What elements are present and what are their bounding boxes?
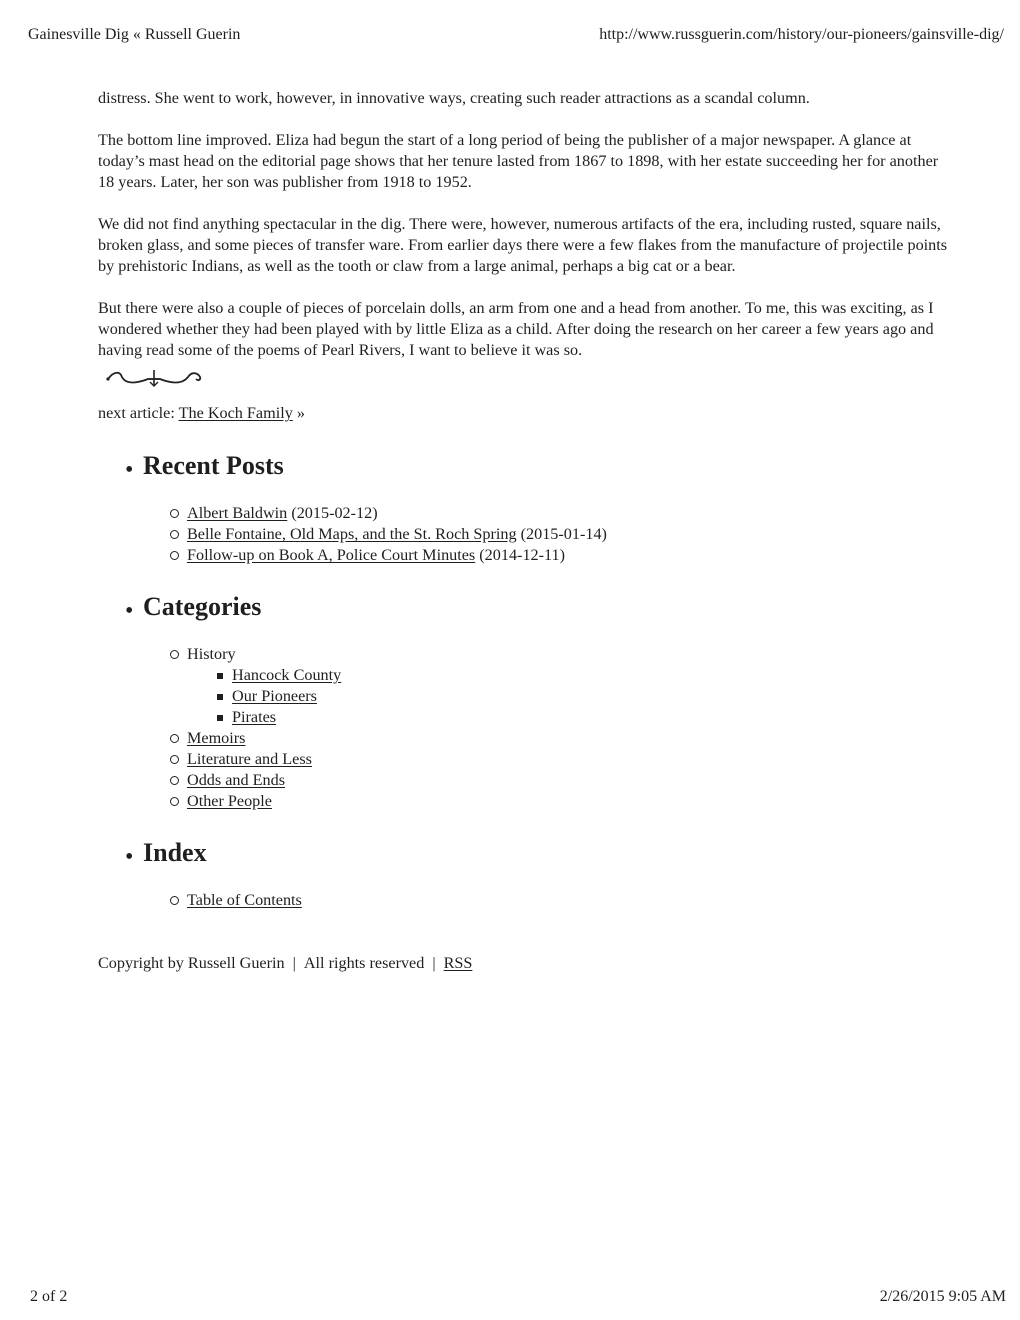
category-link[interactable]: Pirates — [232, 708, 277, 726]
recent-posts-heading: Recent Posts — [143, 451, 284, 480]
print-datetime: 2/26/2015 9:05 AM — [879, 1288, 1006, 1305]
category-link[interactable]: Memoirs — [187, 729, 246, 747]
recent-post-link[interactable]: Belle Fontaine, Old Maps, and the St. Roch Spring — [187, 525, 517, 543]
recent-post-link[interactable]: Albert Baldwin — [187, 504, 288, 522]
circle-bullet-icon — [170, 896, 179, 905]
recent-post-date: (2014-12-11) — [475, 546, 566, 564]
list-item — [170, 728, 958, 749]
square-bullet-icon — [217, 694, 223, 700]
list-item — [170, 524, 958, 545]
list-item — [170, 770, 958, 791]
recent-posts-list — [170, 503, 958, 566]
bullet-icon: • — [125, 457, 134, 483]
category-link[interactable]: Odds and Ends — [187, 771, 286, 789]
sidebar-widgets — [125, 448, 958, 911]
circle-bullet-icon — [170, 551, 179, 560]
table-of-contents-link[interactable]: Table of Contents — [187, 891, 302, 909]
recent-post-link[interactable]: Follow-up on Book A, Police Court Minutes — [187, 546, 476, 564]
history-subcategories — [215, 665, 958, 728]
list-item — [215, 707, 958, 728]
print-page-title: Gainesville Dig « Russell Guerin — [28, 26, 241, 43]
article-paragraph: We did not find anything spectacular in the dig. There were, however, numerous artifacts of the era, including rusted, square nails, broken glass, and some pieces of transfer ware. From earlier days there were a few flakes from the manufacture of projectile points by prehistoric Indians, as well as the tooth or claw from a large animal, perhaps a big cat or a bear. — [98, 215, 948, 275]
square-bullet-icon — [217, 715, 223, 721]
bullet-icon: • — [125, 598, 134, 624]
index-heading: Index — [143, 838, 207, 867]
circle-bullet-icon — [170, 776, 179, 785]
print-header — [28, 26, 1004, 50]
circle-bullet-icon — [170, 530, 179, 539]
footer-separator: | — [432, 954, 436, 972]
article-paragraph: But there were also a couple of pieces of porcelain dolls, an arm from one and a head from another. To me, this was exciting, as I wondered whether they had been played with by little Eliza as a child. After doing the research on her career a few years ago and having read some of the poems of Pearl Rivers, I want to believe it was so. — [98, 299, 934, 359]
category-item-history — [170, 644, 958, 728]
categories-list — [170, 644, 958, 812]
list-item — [170, 503, 958, 524]
category-label: History — [187, 645, 236, 663]
circle-bullet-icon — [170, 734, 179, 743]
category-link[interactable]: Our Pioneers — [232, 687, 317, 705]
list-item — [215, 686, 958, 707]
category-link[interactable]: Other People — [187, 792, 272, 810]
bullet-icon: • — [125, 844, 134, 870]
circle-bullet-icon — [170, 509, 179, 518]
circle-bullet-icon — [170, 797, 179, 806]
list-item — [170, 749, 958, 770]
next-article-suffix: » — [292, 404, 305, 422]
rights-text: All rights reserved — [303, 954, 425, 972]
recent-post-date: (2015-02-12) — [287, 504, 378, 522]
copyright-text: Copyright by Russell Guerin — [98, 954, 285, 972]
article-paragraph: The bottom line improved. Eliza had begun the start of a long period of being the publisher of a major newspaper. A glance at today’s mast head on the editorial page shows that her tenure lasted from 1867 to 1898, with her estate succeeding her for another 18 years. Later, her son was publisher from 1918 to 1952. — [98, 131, 939, 191]
page-number: 2 of 2 — [30, 1288, 68, 1305]
next-article-link[interactable]: The Koch Family — [178, 404, 293, 422]
recent-posts-widget — [125, 448, 958, 566]
article-content — [98, 88, 958, 917]
print-page-url: http://www.russguerin.com/history/our-pioneers/gainsville-dig/ — [599, 26, 1004, 43]
circle-bullet-icon — [170, 755, 179, 764]
rss-link[interactable]: RSS — [443, 954, 473, 972]
article-paragraph: distress. She went to work, however, in innovative ways, creating such reader attractions as a scandal column. — [98, 89, 810, 107]
circle-bullet-icon — [170, 650, 179, 659]
site-footer — [98, 954, 472, 973]
index-list — [170, 890, 958, 911]
index-widget — [125, 835, 958, 911]
next-article-label: next article: — [98, 404, 179, 422]
categories-heading: Categories — [143, 592, 262, 621]
list-item — [170, 791, 958, 812]
category-link[interactable]: Literature and Less — [187, 750, 312, 768]
categories-widget — [125, 589, 958, 812]
category-link[interactable]: Hancock County — [232, 666, 342, 684]
recent-post-date: (2015-01-14) — [516, 525, 607, 543]
square-bullet-icon — [217, 673, 223, 679]
flourish-divider-icon — [104, 367, 204, 389]
footer-separator: | — [292, 954, 296, 972]
list-item — [215, 665, 958, 686]
list-item — [170, 545, 958, 566]
list-item — [170, 890, 958, 911]
next-article — [98, 403, 958, 424]
